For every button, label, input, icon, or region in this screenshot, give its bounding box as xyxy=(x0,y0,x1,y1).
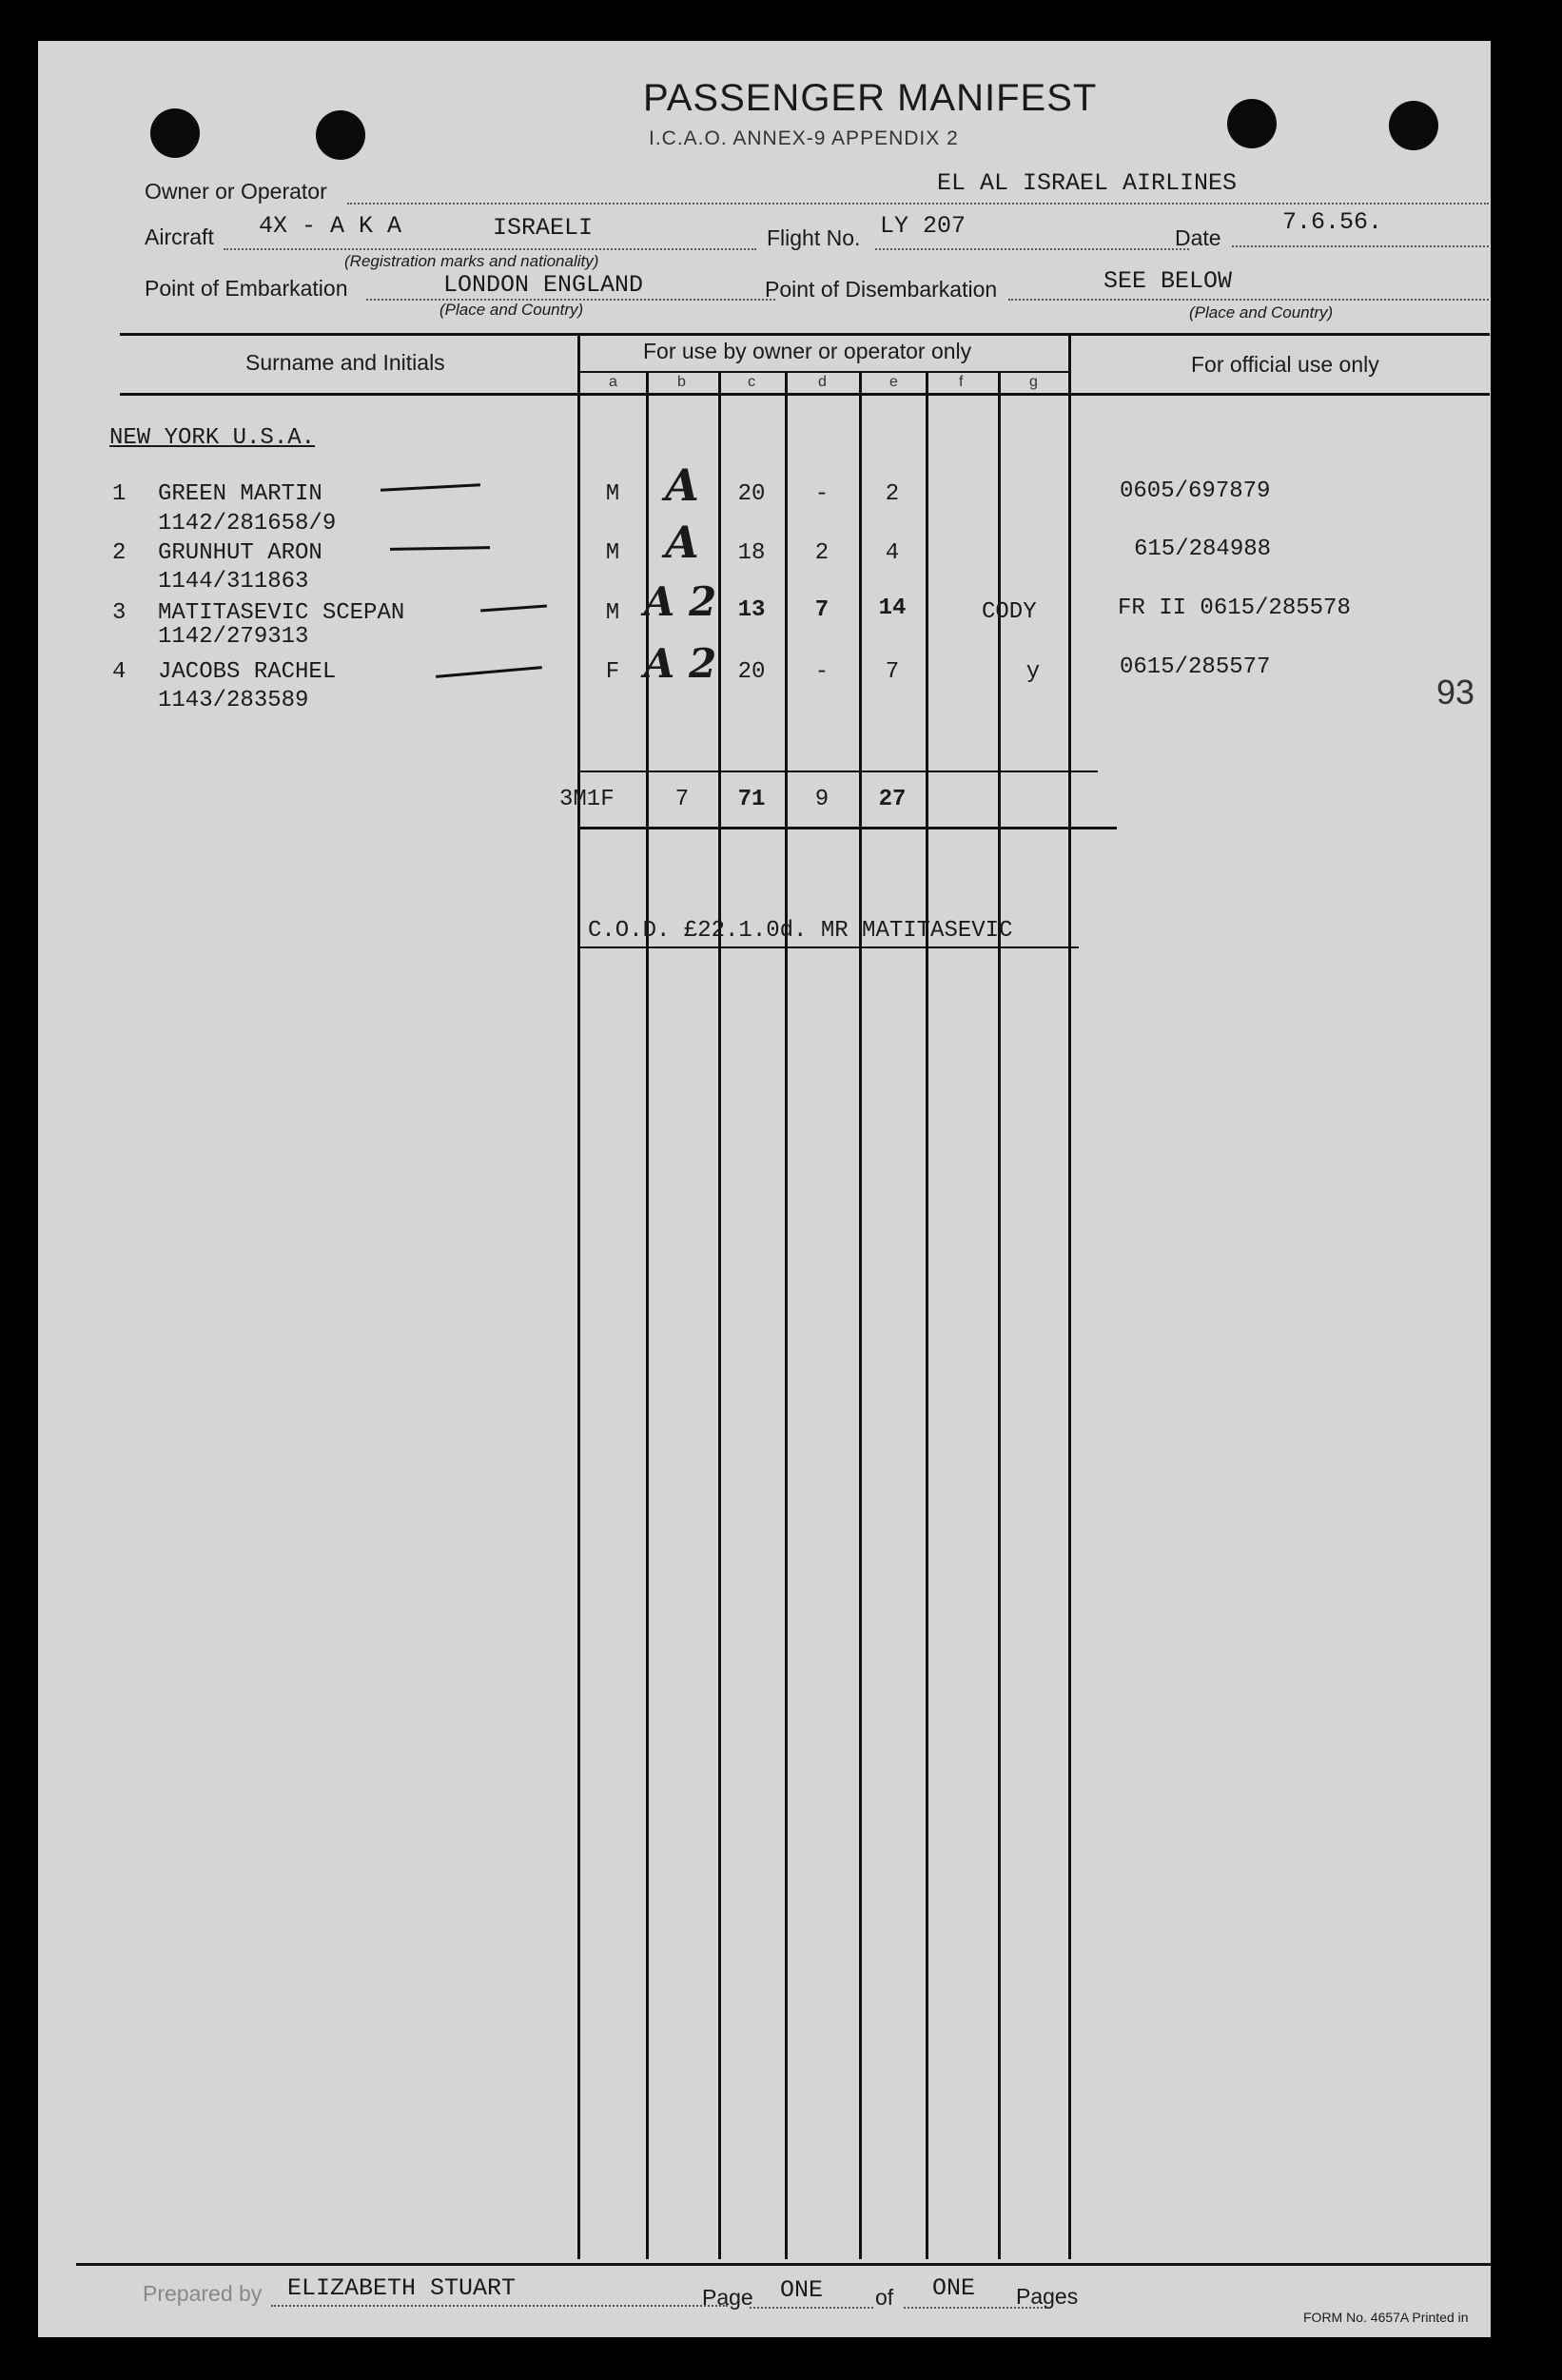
cell-a: M xyxy=(605,540,620,566)
passenger-ref: 1142/281658/9 xyxy=(158,511,337,536)
column-rule-c xyxy=(785,371,788,2259)
cell-e: 14 xyxy=(878,595,907,621)
flight-label: Flight No. xyxy=(767,225,861,250)
cell-e: 4 xyxy=(885,540,900,566)
destination-heading: NEW YORK U.S.A. xyxy=(109,425,316,451)
official-ref: 615/284988 xyxy=(1134,536,1272,562)
punch-hole xyxy=(1227,99,1277,148)
embark-note: (Place and Country) xyxy=(439,301,584,319)
cell-d: 7 xyxy=(814,597,830,623)
check-stroke xyxy=(381,483,480,491)
passenger-ref: 1142/279313 xyxy=(158,624,309,650)
embark-value: LONDON ENGLAND xyxy=(443,271,644,299)
table-top-rule xyxy=(120,333,1490,336)
aircraft-reg: 4X - A K A xyxy=(259,212,402,240)
passenger-name: MATITASEVIC SCEPAN xyxy=(158,600,405,626)
total-d: 9 xyxy=(814,787,830,812)
totals-bottom-rule xyxy=(578,827,1117,829)
official-ref: FR II 0615/285578 xyxy=(1118,595,1351,621)
date-label: Date xyxy=(1175,225,1221,250)
prepared-label: Prepared by xyxy=(143,2281,263,2306)
punch-hole xyxy=(316,110,365,160)
disembark-dotted-line xyxy=(1008,299,1489,301)
flight-value: LY 207 xyxy=(880,212,966,240)
column-rule-d xyxy=(859,371,862,2259)
aircraft-label: Aircraft xyxy=(145,224,214,249)
passenger-name: GRUNHUT ARON xyxy=(158,540,322,566)
cell-c: 18 xyxy=(737,540,766,566)
column-letter-b: b xyxy=(677,374,686,390)
row-number: 3 xyxy=(112,600,127,626)
cell-f: CODY xyxy=(982,599,1037,625)
page-value: ONE xyxy=(780,2276,824,2304)
disembark-label: Point of Disembarkation xyxy=(765,277,998,302)
passenger-name: GREEN MARTIN xyxy=(158,481,322,507)
table-letter-rule xyxy=(578,371,1069,373)
cell-b: A 2 xyxy=(643,578,717,625)
cell-d: - xyxy=(814,659,830,685)
owner-label: Owner or Operator xyxy=(145,179,327,204)
cell-b: A 2 xyxy=(643,640,717,687)
date-dotted-line xyxy=(1232,245,1489,247)
page-dotted-line xyxy=(750,2307,873,2309)
row-number: 4 xyxy=(112,659,127,685)
column-letter-e: e xyxy=(889,374,898,390)
column-letter-a: a xyxy=(609,374,617,390)
column-letter-d: d xyxy=(818,374,827,390)
total-a: 3M1F xyxy=(559,787,615,812)
cell-e: 7 xyxy=(885,659,900,685)
passenger-name: JACOBS RACHEL xyxy=(158,659,337,685)
column-rule-f xyxy=(998,371,1001,2259)
page-title: PASSENGER MANIFEST xyxy=(643,77,1098,119)
punch-hole xyxy=(150,108,200,158)
total-e: 27 xyxy=(878,787,907,812)
cell-d: - xyxy=(814,481,830,507)
of-label: of xyxy=(875,2285,894,2310)
table-bottom-rule xyxy=(76,2263,1491,2266)
date-value: 7.6.56. xyxy=(1282,208,1383,236)
disembark-value: SEE BELOW xyxy=(1103,267,1233,295)
column-letter-c: c xyxy=(748,374,755,390)
check-stroke xyxy=(480,605,547,613)
cell-e: 2 xyxy=(885,481,900,507)
column-rule-e xyxy=(926,371,928,2259)
cell-c: 20 xyxy=(737,659,766,685)
prepared-value: ELIZABETH STUART xyxy=(287,2274,517,2302)
cell-d: 2 xyxy=(814,540,830,566)
page-label: Page xyxy=(702,2285,753,2310)
column-rule-official xyxy=(1068,334,1071,2259)
punch-hole xyxy=(1389,101,1438,150)
cell-a: M xyxy=(605,600,620,626)
flight-dotted-line xyxy=(875,248,1189,250)
side-number: 93 xyxy=(1436,673,1475,712)
pages-label: Pages xyxy=(1016,2284,1079,2309)
cell-a: M xyxy=(605,481,620,507)
official-ref: 0615/285577 xyxy=(1120,654,1271,680)
embark-label: Point of Embarkation xyxy=(145,276,348,301)
cell-c: 13 xyxy=(737,597,766,623)
prepared-dotted-line xyxy=(271,2305,728,2307)
official-ref: 0605/697879 xyxy=(1120,478,1271,504)
check-stroke xyxy=(436,666,542,678)
cod-note: C.O.D. £22.1.0d. MR MATITASEVIC xyxy=(588,918,1013,944)
cell-g: y xyxy=(1025,659,1041,685)
column-letter-f: f xyxy=(959,374,964,390)
of-value: ONE xyxy=(932,2274,976,2302)
disembark-note: (Place and Country) xyxy=(1189,303,1334,322)
aircraft-note: (Registration marks and nationality) xyxy=(344,252,599,270)
row-number: 2 xyxy=(112,540,127,566)
column-letter-g: g xyxy=(1029,374,1038,390)
surname-column-header: Surname and Initials xyxy=(245,350,445,375)
official-column-header: For official use only xyxy=(1191,352,1379,377)
table-header-rule xyxy=(120,393,1490,396)
owner-column-header: For use by owner or operator only xyxy=(643,339,972,363)
passenger-ref: 1143/283589 xyxy=(158,688,309,713)
cell-b: A xyxy=(665,459,699,511)
cod-rule xyxy=(578,946,1079,948)
aircraft-nationality: ISRAELI xyxy=(493,214,594,242)
cell-a: F xyxy=(605,659,620,685)
owner-dotted-line xyxy=(347,203,1489,205)
check-stroke xyxy=(390,546,490,551)
row-number: 1 xyxy=(112,481,127,507)
cell-c: 20 xyxy=(737,481,766,507)
totals-top-rule xyxy=(578,771,1098,772)
manifest-page xyxy=(38,41,1491,2337)
total-b: 7 xyxy=(674,787,690,812)
form-number: FORM No. 4657A Printed in xyxy=(1303,2310,1469,2325)
aircraft-dotted-line xyxy=(224,248,756,250)
total-c: 71 xyxy=(737,787,766,812)
passenger-ref: 1144/311863 xyxy=(158,569,309,595)
page-subtitle: I.C.A.O. ANNEX-9 APPENDIX 2 xyxy=(649,127,959,149)
owner-value: EL AL ISRAEL AIRLINES xyxy=(937,169,1238,197)
cell-b: A xyxy=(665,517,699,568)
